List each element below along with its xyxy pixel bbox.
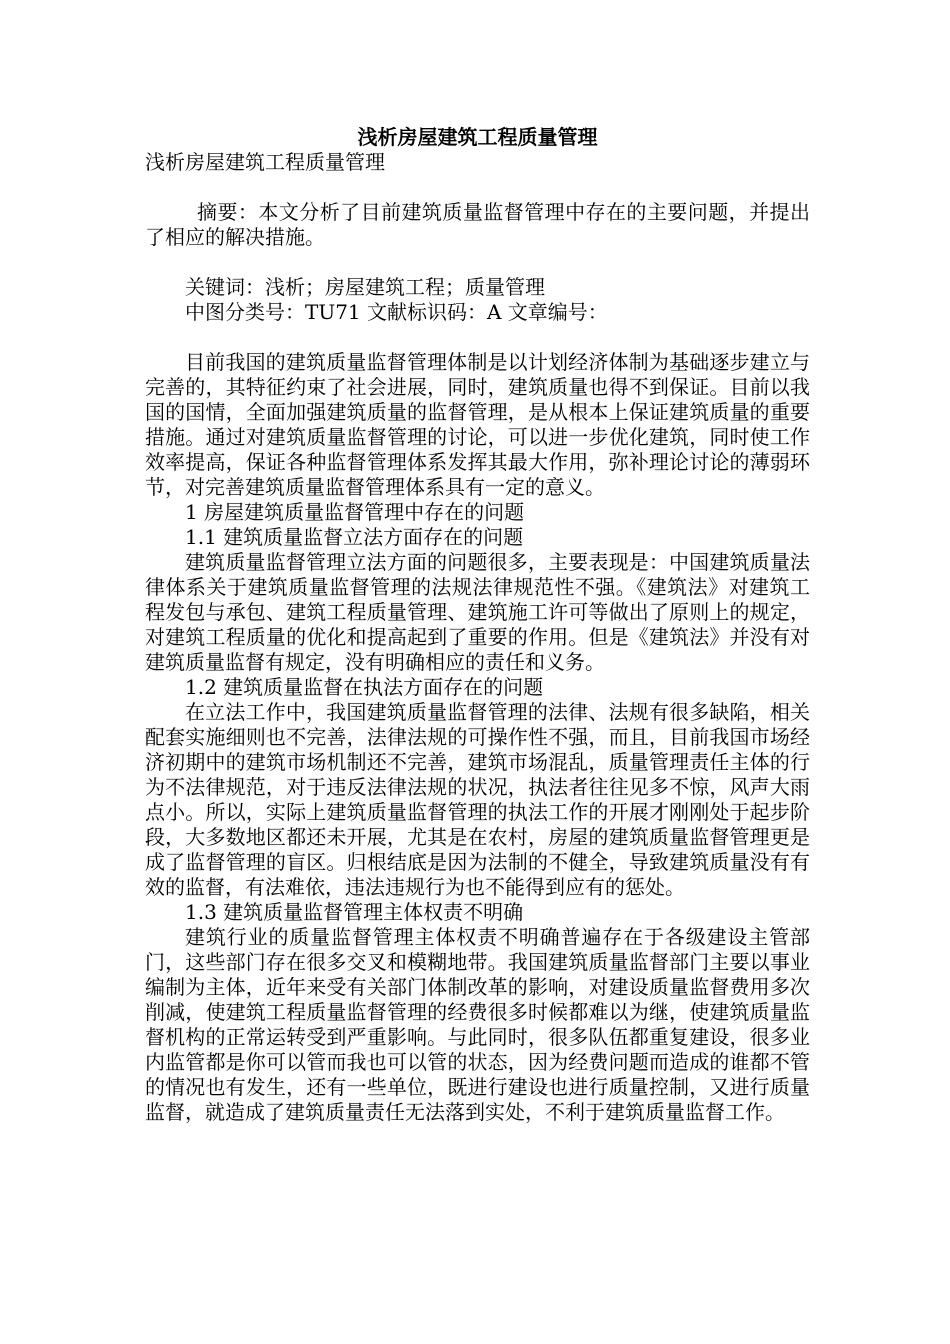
spacer xyxy=(145,175,810,200)
document-subtitle: 浅析房屋建筑工程质量管理 xyxy=(145,150,385,174)
section-1-1-heading: 1.1 建筑质量监督立法方面存在的问题 xyxy=(185,525,524,549)
section-1-3-paragraph: 建筑行业的质量监督管理主体权责不明确普遍存在于各级建设主管部门，这些部门存在很多交叉和模糊地带。我国建筑质量监督部门主要以事业编制为主体，近年来受有关部门体制改革的影响，对建设质量监督费用多次削减，使建筑工程质量监督管理的经费很多时候都难以为继，使建筑质量监督机构的正常运转受到严重影响。与此同时，很多队伍都重复建设，很多业内监管都是你可以管而我也可以管的状态，因为经费问题而造成的谁都不管的情况也有发生，还有一些单位，既进行建设也进行质量控制，又进行质量监督，就造成了建筑质量责任无法落到实处，不利于建筑质量监督工作。 xyxy=(145,925,810,1124)
spacer xyxy=(145,325,810,350)
intro-paragraph: 目前我国的建筑质量监督管理体制是以计划经济体制为基础逐步建立与完善的，其特征约束了社会进展，同时，建筑质量也得不到保证。目前以我国的国情，全面加强建筑质量的监督管理，是从根本上保证建筑质量的重要措施。通过对建筑质量监督管理的讨论，可以进一步优化建筑，同时使工作效率提高，保证各种监督管理体系发挥其最大作用，弥补理论讨论的薄弱环节，对完善建筑质量监督管理体系具有一定的意义。 xyxy=(145,350,810,499)
document-title: 浅析房屋建筑工程质量管理 xyxy=(357,125,598,149)
section-1-1-paragraph: 建筑质量监督管理立法方面的问题很多，主要表现是：中国建筑质量法律体系关于建筑质量监督管理的法规法律规范性不强。《建筑法》对建筑工程发包与承包、建筑工程质量管理、建筑施工许可等做出了原则上的规定，对建筑工程质量的优化和提高起到了重要的作用。但是《建筑法》并没有对建筑质量监督有规定，没有明确相应的责任和义务。 xyxy=(145,550,810,674)
section-1-2-heading: 1.2 建筑质量监督在执法方面存在的问题 xyxy=(185,675,544,699)
section-1-3-heading: 1.3 建筑质量监督管理主体权责不明确 xyxy=(185,900,524,924)
section-1-heading: 1 房屋建筑质量监督管理中存在的问题 xyxy=(185,500,525,524)
classification-line: 中图分类号：TU71 文献标识码：A 文章编号： xyxy=(185,300,608,324)
keywords-line: 关键词：浅析；房屋建筑工程；质量管理 xyxy=(185,275,545,299)
section-1-2-paragraph: 在立法工作中，我国建筑质量监督管理的法律、法规有很多缺陷，相关配套实施细则也不完善，法律法规的可操作性不强，而且，目前我国市场经济初期中的建筑市场机制还不完善，建筑市场混乱，质量管理责任主体的行为不法律规范，对于违反法律法规的状况，执法者往往见多不惊，风声大雨点小。所以，实际上建筑质量监督管理的执法工作的开展才刚刚处于起步阶段，大多数地区都还未开展，尤其是在农村，房屋的建筑质量监督管理更是成了监督管理的盲区。归根结底是因为法制的不健全，导致建筑质量没有有效的监督，有法难依，违法违规行为也不能得到应有的惩处。 xyxy=(145,700,810,899)
spacer xyxy=(145,250,810,275)
abstract-paragraph: 摘要：本文分析了目前建筑质量监督管理中存在的主要问题，并提出了相应的解决措施。 xyxy=(145,200,810,249)
document-body xyxy=(145,124,810,1125)
